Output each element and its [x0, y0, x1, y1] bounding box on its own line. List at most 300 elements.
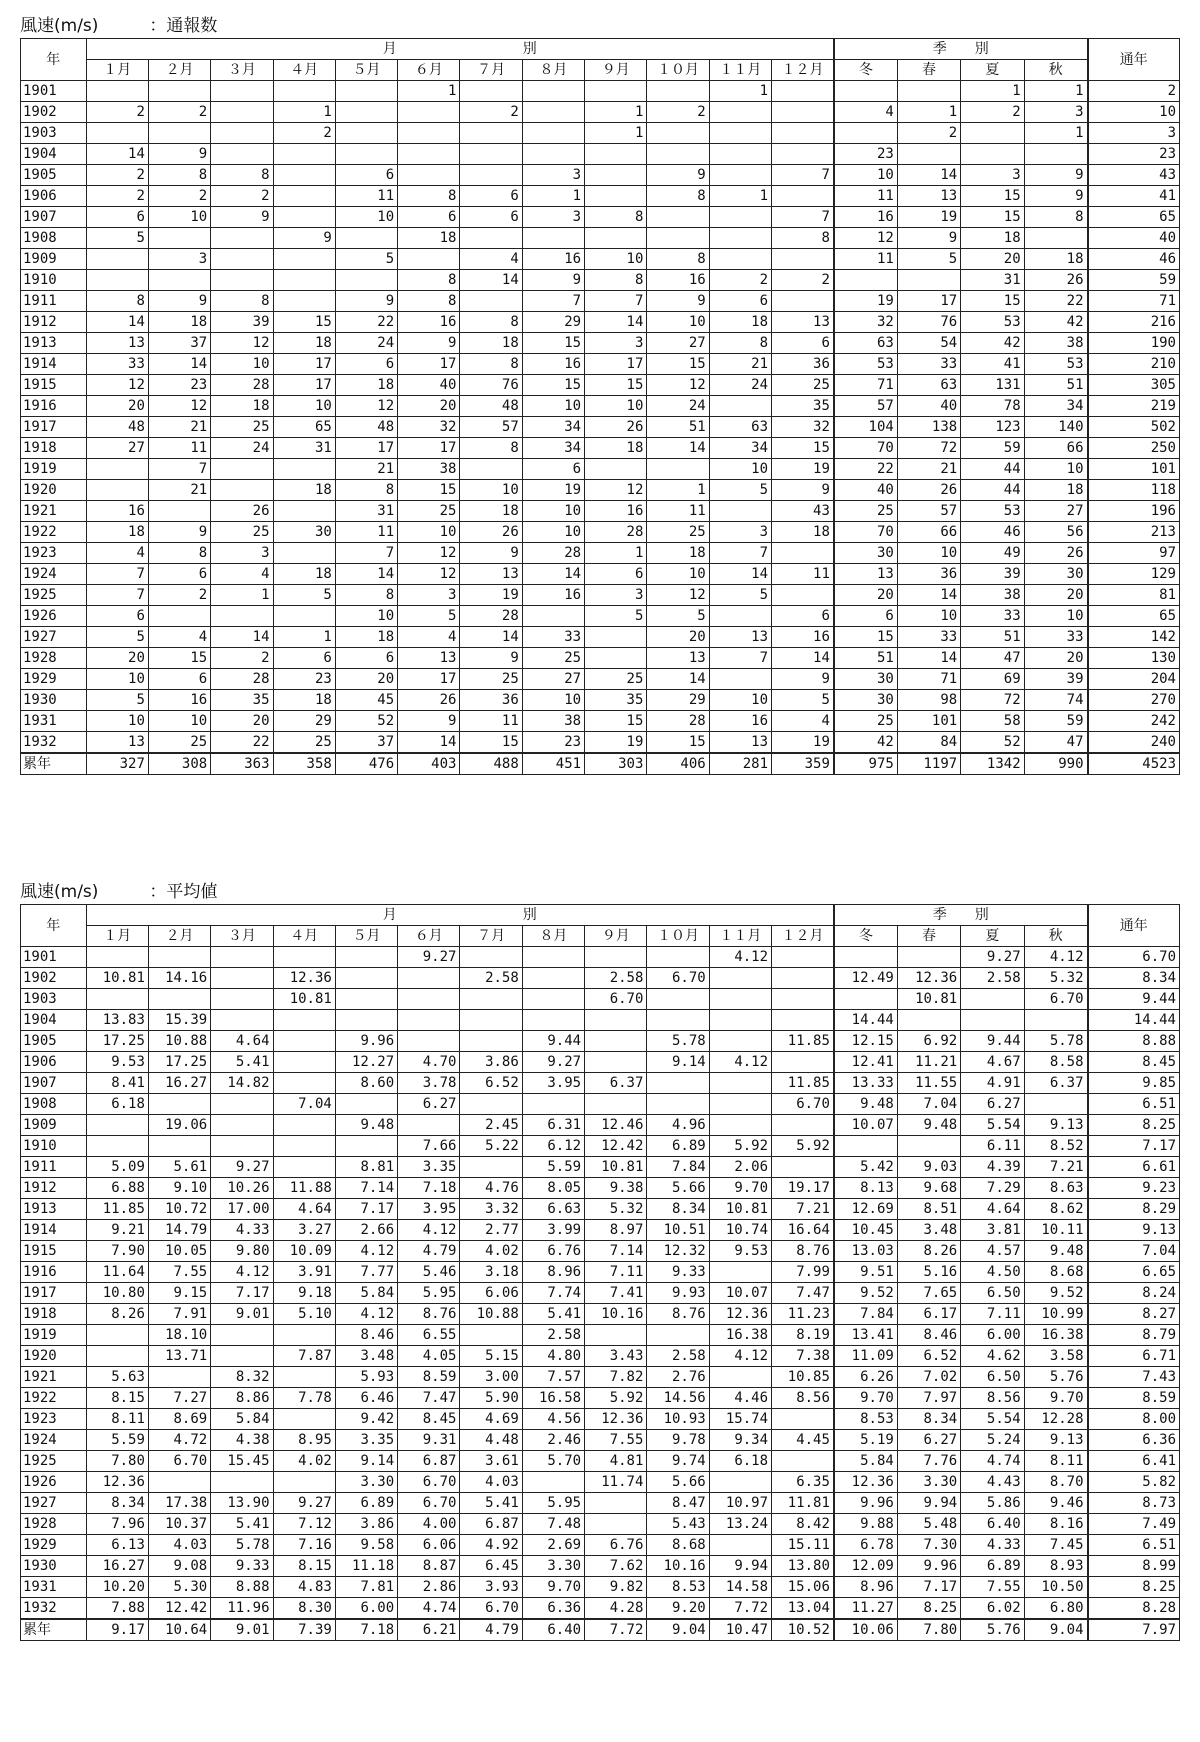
- season-value-cell: 4.12: [1024, 947, 1087, 968]
- month-value-cell: 8: [585, 270, 647, 291]
- month-value-cell: 9.93: [647, 1283, 709, 1304]
- annual-value-cell: 8.00: [1088, 1409, 1180, 1430]
- season-value-cell: 30: [834, 669, 897, 690]
- annual-value-cell: 6.65: [1088, 1262, 1180, 1283]
- month-value-cell: [709, 102, 771, 123]
- month-value-cell: 8.05: [522, 1178, 584, 1199]
- month-value-cell: 38: [398, 459, 460, 480]
- month-value-cell: 1: [585, 543, 647, 564]
- month-value-cell: 3: [211, 543, 273, 564]
- season-value-cell: 9.94: [897, 1493, 960, 1514]
- month-value-cell: 14.16: [148, 968, 210, 989]
- month-value-cell: 9.70: [709, 1178, 771, 1199]
- month-value-cell: [709, 606, 771, 627]
- month-value-cell: 9: [772, 669, 834, 690]
- month-value-cell: [522, 968, 584, 989]
- month-value-cell: 6.40: [522, 1619, 584, 1641]
- season-value-cell: 9.04: [1024, 1619, 1087, 1641]
- season-value-cell: 20: [1024, 648, 1087, 669]
- month-value-cell: 15: [585, 375, 647, 396]
- month-value-cell: 2.77: [460, 1220, 522, 1241]
- annual-value-cell: 6.41: [1088, 1451, 1180, 1472]
- month-value-cell: 11.85: [86, 1199, 148, 1220]
- month-value-cell: [585, 1094, 647, 1115]
- month-value-cell: 8.97: [585, 1220, 647, 1241]
- month-value-cell: 37: [148, 333, 210, 354]
- table-row: [21, 989, 1180, 1010]
- month-value-cell: 25: [647, 522, 709, 543]
- month-value-cell: 17.00: [211, 1199, 273, 1220]
- season-value-cell: 12.28: [1024, 1409, 1087, 1430]
- month-value-cell: 11.96: [211, 1598, 273, 1620]
- annual-value-cell: 97: [1088, 543, 1180, 564]
- season-value-cell: 4.57: [961, 1241, 1024, 1262]
- month-value-cell: 18: [86, 522, 148, 543]
- month-value-cell: [460, 81, 522, 102]
- month-value-cell: 12.36: [86, 1472, 148, 1493]
- month-value-cell: [460, 1157, 522, 1178]
- month-value-cell: [211, 1115, 273, 1136]
- season-value-cell: 3.81: [961, 1220, 1024, 1241]
- month-value-cell: [772, 1010, 834, 1031]
- month-value-cell: 26: [211, 501, 273, 522]
- month-value-cell: 17.25: [148, 1052, 210, 1073]
- year-cell: 累年: [21, 1619, 87, 1641]
- season-value-cell: [961, 123, 1024, 144]
- month-value-cell: 1: [211, 585, 273, 606]
- annual-value-cell: 6.51: [1088, 1535, 1180, 1556]
- annual-value-cell: 8.73: [1088, 1493, 1180, 1514]
- season-value-cell: 8.46: [897, 1325, 960, 1346]
- month-value-cell: [273, 186, 335, 207]
- month-value-cell: 6.31: [522, 1115, 584, 1136]
- annual-value-cell: 8.24: [1088, 1283, 1180, 1304]
- table-row: [21, 186, 1180, 207]
- month-value-cell: 3: [522, 165, 584, 186]
- season-value-cell: 9.52: [834, 1283, 897, 1304]
- month-value-cell: [772, 1157, 834, 1178]
- month-value-cell: 5: [647, 606, 709, 627]
- month-value-cell: 6: [772, 606, 834, 627]
- month-value-cell: [335, 228, 397, 249]
- table-row: [21, 648, 1180, 669]
- month-value-cell: 6.18: [709, 1451, 771, 1472]
- month-value-cell: 5.15: [460, 1346, 522, 1367]
- month-value-cell: 4: [772, 711, 834, 732]
- annual-value-cell: 65: [1088, 207, 1180, 228]
- month-value-cell: 14: [647, 438, 709, 459]
- month-value-cell: 9: [647, 291, 709, 312]
- month-value-cell: 5: [772, 690, 834, 711]
- month-header: ３月: [211, 926, 273, 947]
- month-value-cell: 7.87: [273, 1346, 335, 1367]
- month-value-cell: 48: [460, 396, 522, 417]
- month-value-cell: 7.16: [273, 1535, 335, 1556]
- month-value-cell: 4.48: [460, 1430, 522, 1451]
- month-value-cell: 6.06: [460, 1283, 522, 1304]
- month-value-cell: [211, 989, 273, 1010]
- month-value-cell: 4.03: [460, 1472, 522, 1493]
- year-cell: 1931: [21, 711, 87, 732]
- season-header: 夏: [961, 926, 1024, 947]
- season-value-cell: 9: [1024, 186, 1087, 207]
- season-value-cell: 8.52: [1024, 1136, 1087, 1157]
- month-value-cell: 27: [647, 333, 709, 354]
- month-value-cell: 23: [522, 732, 584, 754]
- month-value-cell: [709, 1010, 771, 1031]
- season-value-cell: 6.50: [961, 1367, 1024, 1388]
- month-value-cell: 6.18: [86, 1094, 148, 1115]
- table-row: [21, 1178, 1180, 1199]
- month-value-cell: 39: [211, 312, 273, 333]
- year-cell: 1904: [21, 144, 87, 165]
- month-value-cell: 9: [460, 648, 522, 669]
- month-value-cell: 8: [335, 585, 397, 606]
- month-value-cell: 11: [647, 501, 709, 522]
- table-row: [21, 1577, 1180, 1598]
- annual-value-cell: 41: [1088, 186, 1180, 207]
- month-value-cell: 6.55: [398, 1325, 460, 1346]
- month-value-cell: [709, 144, 771, 165]
- month-value-cell: 12: [585, 480, 647, 501]
- month-value-cell: 27: [522, 669, 584, 690]
- month-value-cell: 13.80: [772, 1556, 834, 1577]
- month-value-cell: 28: [211, 375, 273, 396]
- month-value-cell: 11.74: [585, 1472, 647, 1493]
- month-header: １１月: [709, 926, 771, 947]
- year-cell: 1912: [21, 1178, 87, 1199]
- month-value-cell: 3.48: [335, 1346, 397, 1367]
- month-value-cell: 18: [211, 396, 273, 417]
- season-value-cell: 7.45: [1024, 1535, 1087, 1556]
- month-value-cell: [647, 459, 709, 480]
- season-value-cell: 14: [897, 585, 960, 606]
- month-value-cell: [398, 1031, 460, 1052]
- month-value-cell: 24: [335, 333, 397, 354]
- month-value-cell: 9: [398, 711, 460, 732]
- month-value-cell: 3: [522, 207, 584, 228]
- month-value-cell: 13: [86, 333, 148, 354]
- month-value-cell: [148, 1094, 210, 1115]
- month-value-cell: 4.02: [273, 1451, 335, 1472]
- month-value-cell: 9.94: [709, 1556, 771, 1577]
- season-value-cell: 74: [1024, 690, 1087, 711]
- month-value-cell: [709, 1031, 771, 1052]
- season-value-cell: [834, 270, 897, 291]
- table-row: [21, 1262, 1180, 1283]
- season-value-cell: 3.30: [897, 1472, 960, 1493]
- season-value-cell: 69: [961, 669, 1024, 690]
- month-value-cell: 36: [460, 690, 522, 711]
- month-value-cell: [647, 947, 709, 968]
- season-value-cell: 12.49: [834, 968, 897, 989]
- month-value-cell: 6: [273, 648, 335, 669]
- year-cell: 1921: [21, 501, 87, 522]
- season-value-cell: 70: [834, 522, 897, 543]
- month-value-cell: [709, 1094, 771, 1115]
- season-value-cell: 8.96: [834, 1577, 897, 1598]
- season-group-header: 季 別: [834, 905, 1088, 926]
- month-value-cell: 2.45: [460, 1115, 522, 1136]
- month-value-cell: [647, 989, 709, 1010]
- season-value-cell: 6.92: [897, 1031, 960, 1052]
- season-value-cell: [897, 144, 960, 165]
- month-value-cell: [772, 1409, 834, 1430]
- month-value-cell: 45: [335, 690, 397, 711]
- year-cell: 1923: [21, 1409, 87, 1430]
- month-value-cell: 15.45: [211, 1451, 273, 1472]
- month-value-cell: 5: [709, 585, 771, 606]
- season-value-cell: 26: [1024, 270, 1087, 291]
- year-cell: 1928: [21, 648, 87, 669]
- month-value-cell: 11.23: [772, 1304, 834, 1325]
- month-value-cell: 2: [709, 270, 771, 291]
- year-cell: 累年: [21, 753, 87, 775]
- month-value-cell: 13: [709, 732, 771, 754]
- month-value-cell: [522, 144, 584, 165]
- month-value-cell: 8: [398, 186, 460, 207]
- month-value-cell: 10.07: [709, 1283, 771, 1304]
- season-value-cell: 9.52: [1024, 1283, 1087, 1304]
- season-value-cell: 7.76: [897, 1451, 960, 1472]
- month-header: １２月: [772, 926, 834, 947]
- table-row: [21, 333, 1180, 354]
- month-value-cell: 2.58: [647, 1346, 709, 1367]
- month-value-cell: 5.78: [647, 1031, 709, 1052]
- month-value-cell: [273, 1157, 335, 1178]
- month-value-cell: 406: [647, 753, 709, 775]
- month-value-cell: 35: [585, 690, 647, 711]
- month-value-cell: 16: [647, 270, 709, 291]
- month-value-cell: 9.38: [585, 1178, 647, 1199]
- season-value-cell: 9.70: [834, 1388, 897, 1409]
- season-value-cell: [897, 81, 960, 102]
- annual-value-cell: 242: [1088, 711, 1180, 732]
- season-value-cell: 9: [1024, 165, 1087, 186]
- season-value-cell: 7.02: [897, 1367, 960, 1388]
- month-value-cell: 14: [460, 270, 522, 291]
- season-value-cell: 4.43: [961, 1472, 1024, 1493]
- month-value-cell: 9.80: [211, 1241, 273, 1262]
- annual-value-cell: 59: [1088, 270, 1180, 291]
- month-value-cell: 7: [148, 459, 210, 480]
- month-value-cell: 6.70: [585, 989, 647, 1010]
- month-value-cell: 25: [398, 501, 460, 522]
- year-cell: 1922: [21, 522, 87, 543]
- month-value-cell: [522, 1094, 584, 1115]
- month-value-cell: 6.63: [522, 1199, 584, 1220]
- month-value-cell: 8.34: [86, 1493, 148, 1514]
- month-value-cell: 7: [772, 207, 834, 228]
- month-value-cell: 9.53: [86, 1052, 148, 1073]
- season-value-cell: 16.38: [1024, 1325, 1087, 1346]
- annual-value-cell: 6.61: [1088, 1157, 1180, 1178]
- month-value-cell: 9.78: [647, 1430, 709, 1451]
- month-value-cell: [86, 947, 148, 968]
- month-value-cell: 43: [772, 501, 834, 522]
- season-value-cell: 8.11: [1024, 1451, 1087, 1472]
- season-value-cell: 15: [961, 207, 1024, 228]
- month-value-cell: 4.00: [398, 1514, 460, 1535]
- month-value-cell: 7.91: [148, 1304, 210, 1325]
- month-value-cell: [335, 989, 397, 1010]
- season-value-cell: 66: [1024, 438, 1087, 459]
- month-value-cell: [585, 1031, 647, 1052]
- month-value-cell: 2.06: [709, 1157, 771, 1178]
- month-value-cell: 10: [647, 564, 709, 585]
- month-value-cell: 14: [647, 669, 709, 690]
- month-value-cell: 35: [772, 396, 834, 417]
- month-value-cell: [647, 81, 709, 102]
- month-value-cell: 15: [148, 648, 210, 669]
- month-value-cell: 57: [460, 417, 522, 438]
- season-header: 秋: [1024, 60, 1087, 81]
- month-value-cell: 7.47: [398, 1388, 460, 1409]
- month-value-cell: [398, 968, 460, 989]
- month-value-cell: [585, 1325, 647, 1346]
- table-row: [21, 123, 1180, 144]
- season-value-cell: 10: [834, 165, 897, 186]
- year-cell: 1919: [21, 459, 87, 480]
- season-value-cell: 53: [961, 312, 1024, 333]
- month-value-cell: 10.72: [148, 1199, 210, 1220]
- month-value-cell: 7.78: [273, 1388, 335, 1409]
- month-value-cell: 8.76: [772, 1241, 834, 1262]
- month-value-cell: 4.12: [709, 1346, 771, 1367]
- month-value-cell: 9.48: [335, 1115, 397, 1136]
- month-value-cell: 10.20: [86, 1577, 148, 1598]
- table-row: [21, 1199, 1180, 1220]
- month-value-cell: [709, 1115, 771, 1136]
- month-value-cell: 13: [709, 627, 771, 648]
- season-value-cell: 44: [961, 480, 1024, 501]
- season-value-cell: [897, 1136, 960, 1157]
- month-value-cell: 14.58: [709, 1577, 771, 1598]
- month-value-cell: 9.08: [148, 1556, 210, 1577]
- month-value-cell: 10.26: [211, 1178, 273, 1199]
- month-value-cell: [211, 249, 273, 270]
- month-value-cell: 7.82: [585, 1367, 647, 1388]
- annual-value-cell: 6.70: [1088, 947, 1180, 968]
- month-value-cell: [273, 501, 335, 522]
- season-value-cell: 9.44: [961, 1031, 1024, 1052]
- year-header: 年: [21, 905, 87, 947]
- month-value-cell: 12.27: [335, 1052, 397, 1073]
- month-value-cell: 13: [86, 732, 148, 754]
- season-value-cell: 10.11: [1024, 1220, 1087, 1241]
- month-value-cell: [709, 123, 771, 144]
- month-value-cell: 8: [460, 312, 522, 333]
- month-value-cell: 18: [273, 564, 335, 585]
- month-value-cell: 25: [522, 648, 584, 669]
- month-value-cell: [709, 968, 771, 989]
- month-value-cell: 6.76: [522, 1241, 584, 1262]
- month-value-cell: 27: [86, 438, 148, 459]
- month-value-cell: 3.35: [398, 1157, 460, 1178]
- month-value-cell: 9: [335, 291, 397, 312]
- month-header: ２月: [148, 926, 210, 947]
- month-value-cell: 28: [585, 522, 647, 543]
- annual-value-cell: 8.45: [1088, 1052, 1180, 1073]
- year-cell: 1910: [21, 1136, 87, 1157]
- month-header: １１月: [709, 60, 771, 81]
- month-value-cell: [585, 186, 647, 207]
- month-value-cell: 7.12: [273, 1514, 335, 1535]
- month-value-cell: [335, 1136, 397, 1157]
- month-value-cell: 22: [335, 312, 397, 333]
- month-value-cell: [585, 228, 647, 249]
- month-value-cell: 303: [585, 753, 647, 775]
- month-value-cell: 2.58: [460, 968, 522, 989]
- month-value-cell: 5.93: [335, 1367, 397, 1388]
- month-value-cell: 3.95: [522, 1073, 584, 1094]
- season-value-cell: 12.15: [834, 1031, 897, 1052]
- month-value-cell: [585, 627, 647, 648]
- season-value-cell: 11: [834, 186, 897, 207]
- season-value-cell: 7.80: [897, 1619, 960, 1641]
- month-value-cell: [211, 606, 273, 627]
- month-value-cell: 5.66: [647, 1178, 709, 1199]
- month-value-cell: 12.36: [709, 1304, 771, 1325]
- table-row: [21, 1136, 1180, 1157]
- annual-value-cell: 8.99: [1088, 1556, 1180, 1577]
- month-value-cell: 14: [585, 312, 647, 333]
- year-cell: 1913: [21, 1199, 87, 1220]
- year-cell: 1904: [21, 1010, 87, 1031]
- month-value-cell: 2.66: [335, 1220, 397, 1241]
- month-value-cell: 3: [398, 585, 460, 606]
- season-value-cell: 9.13: [1024, 1115, 1087, 1136]
- month-value-cell: 76: [460, 375, 522, 396]
- season-value-cell: 9.27: [961, 947, 1024, 968]
- month-value-cell: 3.86: [460, 1052, 522, 1073]
- season-value-cell: 10.81: [897, 989, 960, 1010]
- month-value-cell: 18: [273, 480, 335, 501]
- month-value-cell: [211, 102, 273, 123]
- season-value-cell: 5.42: [834, 1157, 897, 1178]
- month-value-cell: 6: [335, 354, 397, 375]
- season-value-cell: 9.13: [1024, 1430, 1087, 1451]
- month-value-cell: 8.46: [335, 1325, 397, 1346]
- month-value-cell: [148, 1367, 210, 1388]
- month-value-cell: [460, 228, 522, 249]
- annual-value-cell: 210: [1088, 354, 1180, 375]
- season-value-cell: 19: [834, 291, 897, 312]
- table-row: [21, 947, 1180, 968]
- month-value-cell: [585, 1010, 647, 1031]
- annual-value-cell: 8.79: [1088, 1325, 1180, 1346]
- month-value-cell: 5: [86, 690, 148, 711]
- month-value-cell: 10.80: [86, 1283, 148, 1304]
- annual-value-cell: 9.13: [1088, 1220, 1180, 1241]
- season-value-cell: 9.48: [897, 1115, 960, 1136]
- month-value-cell: [709, 989, 771, 1010]
- month-value-cell: [772, 1052, 834, 1073]
- month-value-cell: 10: [522, 396, 584, 417]
- month-value-cell: [460, 1010, 522, 1031]
- year-cell: 1908: [21, 1094, 87, 1115]
- month-header: ７月: [460, 60, 522, 81]
- month-value-cell: 15.06: [772, 1577, 834, 1598]
- month-value-cell: [273, 1031, 335, 1052]
- month-value-cell: 8.56: [772, 1388, 834, 1409]
- month-value-cell: 5.59: [522, 1157, 584, 1178]
- season-value-cell: [897, 1010, 960, 1031]
- month-value-cell: 476: [335, 753, 397, 775]
- month-value-cell: 18: [460, 333, 522, 354]
- table-row: [21, 501, 1180, 522]
- month-value-cell: 6: [709, 291, 771, 312]
